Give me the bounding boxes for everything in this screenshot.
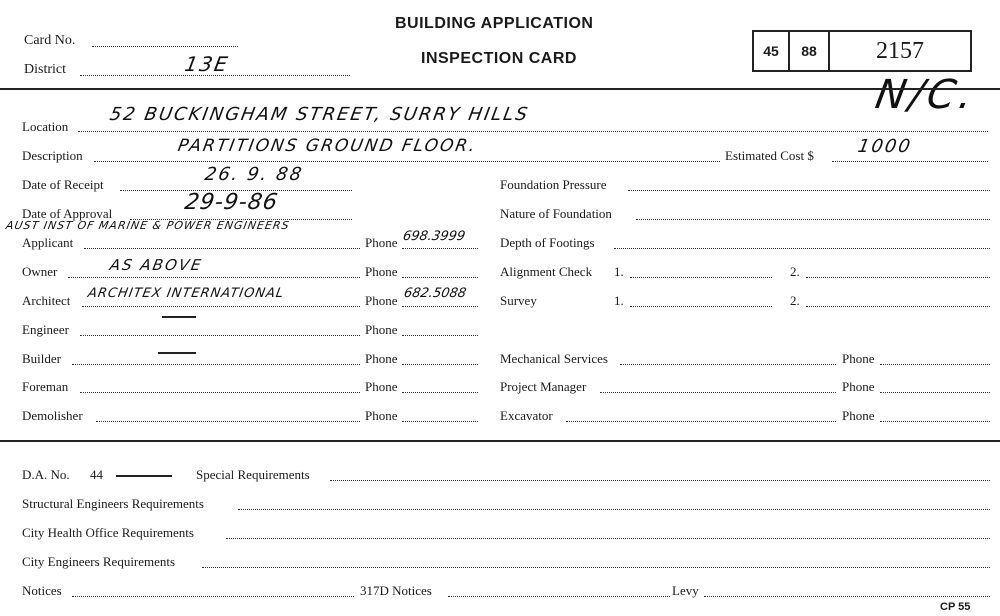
estimated-cost-value: 1000 [856,136,914,157]
estimated-cost-line [832,161,988,162]
date-approval-value: 29-9-86 [182,190,281,215]
notices-line [72,596,354,597]
project-manager-phone-line [880,392,990,393]
engineer-phone-line [402,335,478,336]
owner-phone-label: Phone [365,264,398,279]
levy-label: Levy [672,583,699,598]
special-requirements-label: Special Requirements [196,467,310,482]
owner-value: AS ABOVE [108,256,205,274]
mechanical-phone-line [880,364,990,365]
depth-footings-line [614,248,990,249]
foreman-phone-label: Phone [365,379,398,394]
card-box-88: 88 [801,43,817,59]
levy-line [704,596,990,597]
engineer-phone-label: Phone [365,322,398,337]
foreman-line [80,392,360,393]
structural-requirements-label: Structural Engineers Requirements [22,496,204,511]
nature-foundation-label: Nature of Foundation [500,206,612,221]
architect-phone-value: 682.5088 [402,286,468,301]
date-receipt-value: 26. 9. 88 [203,164,306,185]
builder-label: Builder [22,351,61,366]
location-line [78,131,988,132]
demolisher-line [96,421,360,422]
description-label: Description [22,148,83,163]
mechanical-phone-label: Phone [842,351,875,366]
card-box-45: 45 [763,43,779,59]
nc-mark: N/C. [871,72,981,118]
owner-phone-line [402,277,478,278]
date-approval-label: Date of Approval [22,206,113,221]
excavator-line [566,421,836,422]
date-receipt-label: Date of Receipt [22,177,104,192]
da-no-value: 44 [90,467,103,482]
district-value: 13E [182,52,232,76]
applicant-phone-value: 698.3999 [401,229,467,244]
mechanical-label: Mechanical Services [500,351,608,366]
location-label: Location [22,119,69,134]
engineer-line [80,335,360,336]
architect-dash [162,316,196,318]
owner-line [68,277,360,278]
architect-phone-line [402,306,478,307]
description-value: PARTITIONS GROUND FLOOR. [176,136,479,156]
engineers-requirements-line [202,567,990,568]
engineer-label: Engineer [22,322,69,337]
depth-footings-label: Depth of Footings [500,235,595,250]
survey-label: Survey [500,293,537,308]
foreman-phone-line [402,392,478,393]
card-box-2157: 2157 [876,37,924,64]
applicant-phone-line [402,248,478,249]
da-no-label: D.A. No. [22,467,70,482]
notices-317d-label: 317D Notices [360,583,432,598]
da-no-dash [116,475,172,477]
architect-value: ARCHITEX INTERNATIONAL [86,286,286,301]
owner-label: Owner [22,264,58,279]
survey-num-2: 2. [790,293,800,308]
survey-line-2 [806,306,990,307]
card-box-year-prefix [752,30,790,72]
card-no-label: Card No. [24,33,76,48]
card-no-line [92,46,238,47]
requirements-divider [0,440,1000,442]
builder-phone-line [402,364,478,365]
demolisher-phone-label: Phone [365,408,398,423]
excavator-label: Excavator [500,408,553,423]
notices-label: Notices [22,583,62,598]
location-value: 52 BUCKINGHAM STREET, SURRY HILLS [108,104,531,125]
engineers-requirements-label: City Engineers Requirements [22,554,176,569]
architect-label: Architect [22,293,71,308]
nature-foundation-line [636,219,990,220]
health-requirements-label: City Health Office Requirements [22,525,194,540]
excavator-phone-line [880,421,990,422]
structural-requirements-line [238,509,990,510]
demolisher-label: Demolisher [22,408,83,423]
district-label: District [24,62,66,77]
alignment-check-line-2 [806,277,990,278]
builder-dash [158,352,196,354]
project-manager-phone-label: Phone [842,379,875,394]
applicant-label: Applicant [22,235,74,250]
form-title-line2: INSPECTION CARD [421,50,577,67]
applicant-value: AUST INST OF MARINE & POWER ENGINEERS [4,219,291,232]
survey-line-1 [630,306,772,307]
health-requirements-line [226,538,990,539]
builder-phone-label: Phone [365,351,398,366]
project-manager-label: Project Manager [500,379,587,394]
estimated-cost-label: Estimated Cost $ [725,148,814,163]
alignment-check-num-1: 1. [614,264,624,279]
foreman-label: Foreman [22,379,69,394]
form-code: CP 55 [940,601,971,613]
project-manager-line [600,392,836,393]
architect-line [82,306,360,307]
architect-phone-label: Phone [365,293,398,308]
alignment-check-label: Alignment Check [500,264,593,279]
applicant-line [84,248,360,249]
form-title-line1: BUILDING APPLICATION [395,15,594,32]
special-requirements-line [330,480,990,481]
mechanical-line [620,364,836,365]
builder-line [72,364,360,365]
foundation-pressure-line [628,190,990,191]
description-line [94,161,720,162]
alignment-check-line-1 [630,277,772,278]
card-box-year [788,30,830,72]
applicant-phone-label: Phone [365,235,398,250]
demolisher-phone-line [402,421,478,422]
survey-num-1: 1. [614,293,624,308]
header-divider [0,88,1000,90]
excavator-phone-label: Phone [842,408,875,423]
alignment-check-num-2: 2. [790,264,800,279]
foundation-pressure-label: Foundation Pressure [500,177,607,192]
notices-317d-line [448,596,670,597]
card-box-number [828,30,972,72]
